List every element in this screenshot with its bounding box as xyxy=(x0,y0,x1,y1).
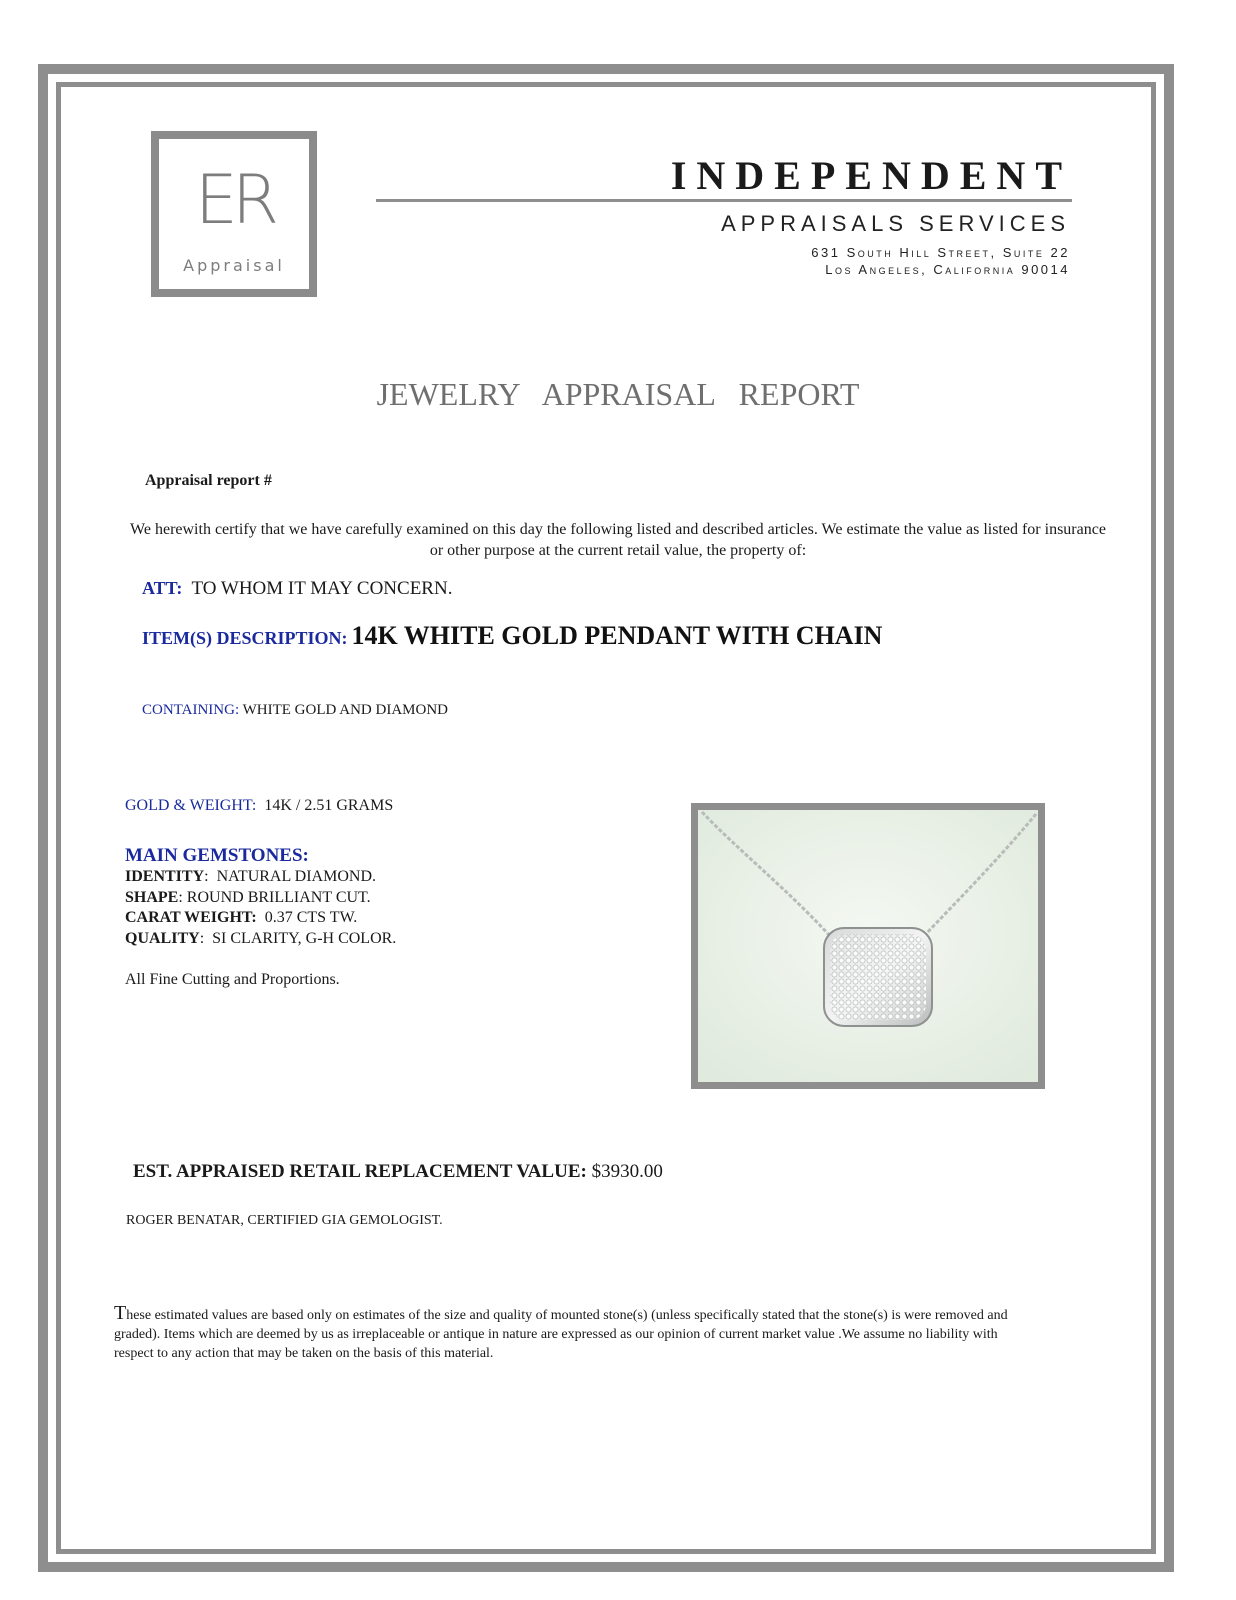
gold-weight-value: 14K / 2.51 GRAMS xyxy=(264,797,394,814)
company-logo xyxy=(151,131,317,297)
report-number-label: Appraisal report # xyxy=(145,472,272,489)
att-value: TO WHOM IT MAY CONCERN. xyxy=(191,578,453,599)
address-line-2: Los Angeles, California 90014 xyxy=(825,262,1070,277)
gemstones-section xyxy=(125,845,396,949)
address-line-1: 631 South Hill Street, Suite 22 xyxy=(811,245,1070,260)
pendant-photo xyxy=(691,803,1045,1089)
quality-label: QUALITY xyxy=(125,929,200,947)
disclaimer-initial: T xyxy=(114,1302,127,1324)
quality-line: QUALITY: SI CLARITY, G-H COLOR. xyxy=(125,929,397,947)
report-title: JEWELRY APPRAISAL REPORT xyxy=(376,376,860,412)
containing-line xyxy=(142,702,448,719)
valuation-amount: $3930.00 xyxy=(591,1161,663,1182)
containing-label: CONTAINING: xyxy=(142,702,240,718)
logo-letters: ER xyxy=(194,161,274,240)
description-label: ITEM(S) DESCRIPTION: xyxy=(142,628,348,648)
identity-label: IDENTITY xyxy=(125,868,205,885)
cutting-note: All Fine Cutting and Proportions. xyxy=(125,971,340,988)
description-line xyxy=(142,620,882,656)
shape-value: ROUND BRILLIANT CUT. xyxy=(186,888,371,906)
company-subtitle: APPRAISALS SERVICES xyxy=(721,211,1070,236)
gold-weight-line xyxy=(125,797,393,815)
valuation-label: EST. APPRAISED RETAIL REPLACEMENT VALUE: xyxy=(133,1161,587,1182)
disclaimer-text xyxy=(114,1304,1034,1363)
shape-label: SHAPE xyxy=(125,888,179,906)
valuation-line xyxy=(133,1161,663,1183)
shape-line: SHAPE: ROUND BRILLIANT CUT. xyxy=(125,888,371,906)
identity-value: NATURAL DIAMOND. xyxy=(216,868,376,885)
carat-label: CARAT WEIGHT: xyxy=(125,909,257,926)
att-label: ATT: xyxy=(142,578,183,598)
disclaimer-body: hese estimated values are based only on estimates of the size and quality of mounted stone(s) (unless specifically stated that the stone(s) is were removed and graded). Items which are deemed by us as irreplaceable or antique in nature are expressed as our opinion of current market value .We assume no liability with respect to any action that may be taken on the basis of this material. xyxy=(114,1308,1008,1361)
gemologist-signature: ROGER BENATAR, CERTIFIED GIA GEMOLOGIST. xyxy=(126,1213,443,1228)
gold-weight-label: GOLD & WEIGHT: xyxy=(125,797,257,814)
logo-subtitle: Appraisal xyxy=(183,256,285,275)
carat-line xyxy=(125,908,396,929)
company-name: INDEPENDENT xyxy=(670,153,1072,198)
header-divider xyxy=(376,199,1072,202)
quality-value: SI CLARITY, G-H COLOR. xyxy=(212,929,397,947)
identity-line: IDENTITY: NATURAL DIAMOND. xyxy=(125,868,376,885)
description-value: 14K WHITE GOLD PENDANT WITH CHAIN xyxy=(351,621,883,650)
gemstones-title: MAIN GEMSTONES: xyxy=(125,845,309,866)
certification-text: We herewith certify that we have carefully examined on this day the following listed and described articles. We estimate the value as listed for insurance or other purpose at the current retail value, the property of: xyxy=(130,521,1106,559)
containing-value: WHITE GOLD AND DIAMOND xyxy=(242,702,448,718)
carat-value: 0.37 CTS TW. xyxy=(264,909,358,926)
pendant-image xyxy=(698,810,1038,1082)
att-line xyxy=(142,578,452,600)
